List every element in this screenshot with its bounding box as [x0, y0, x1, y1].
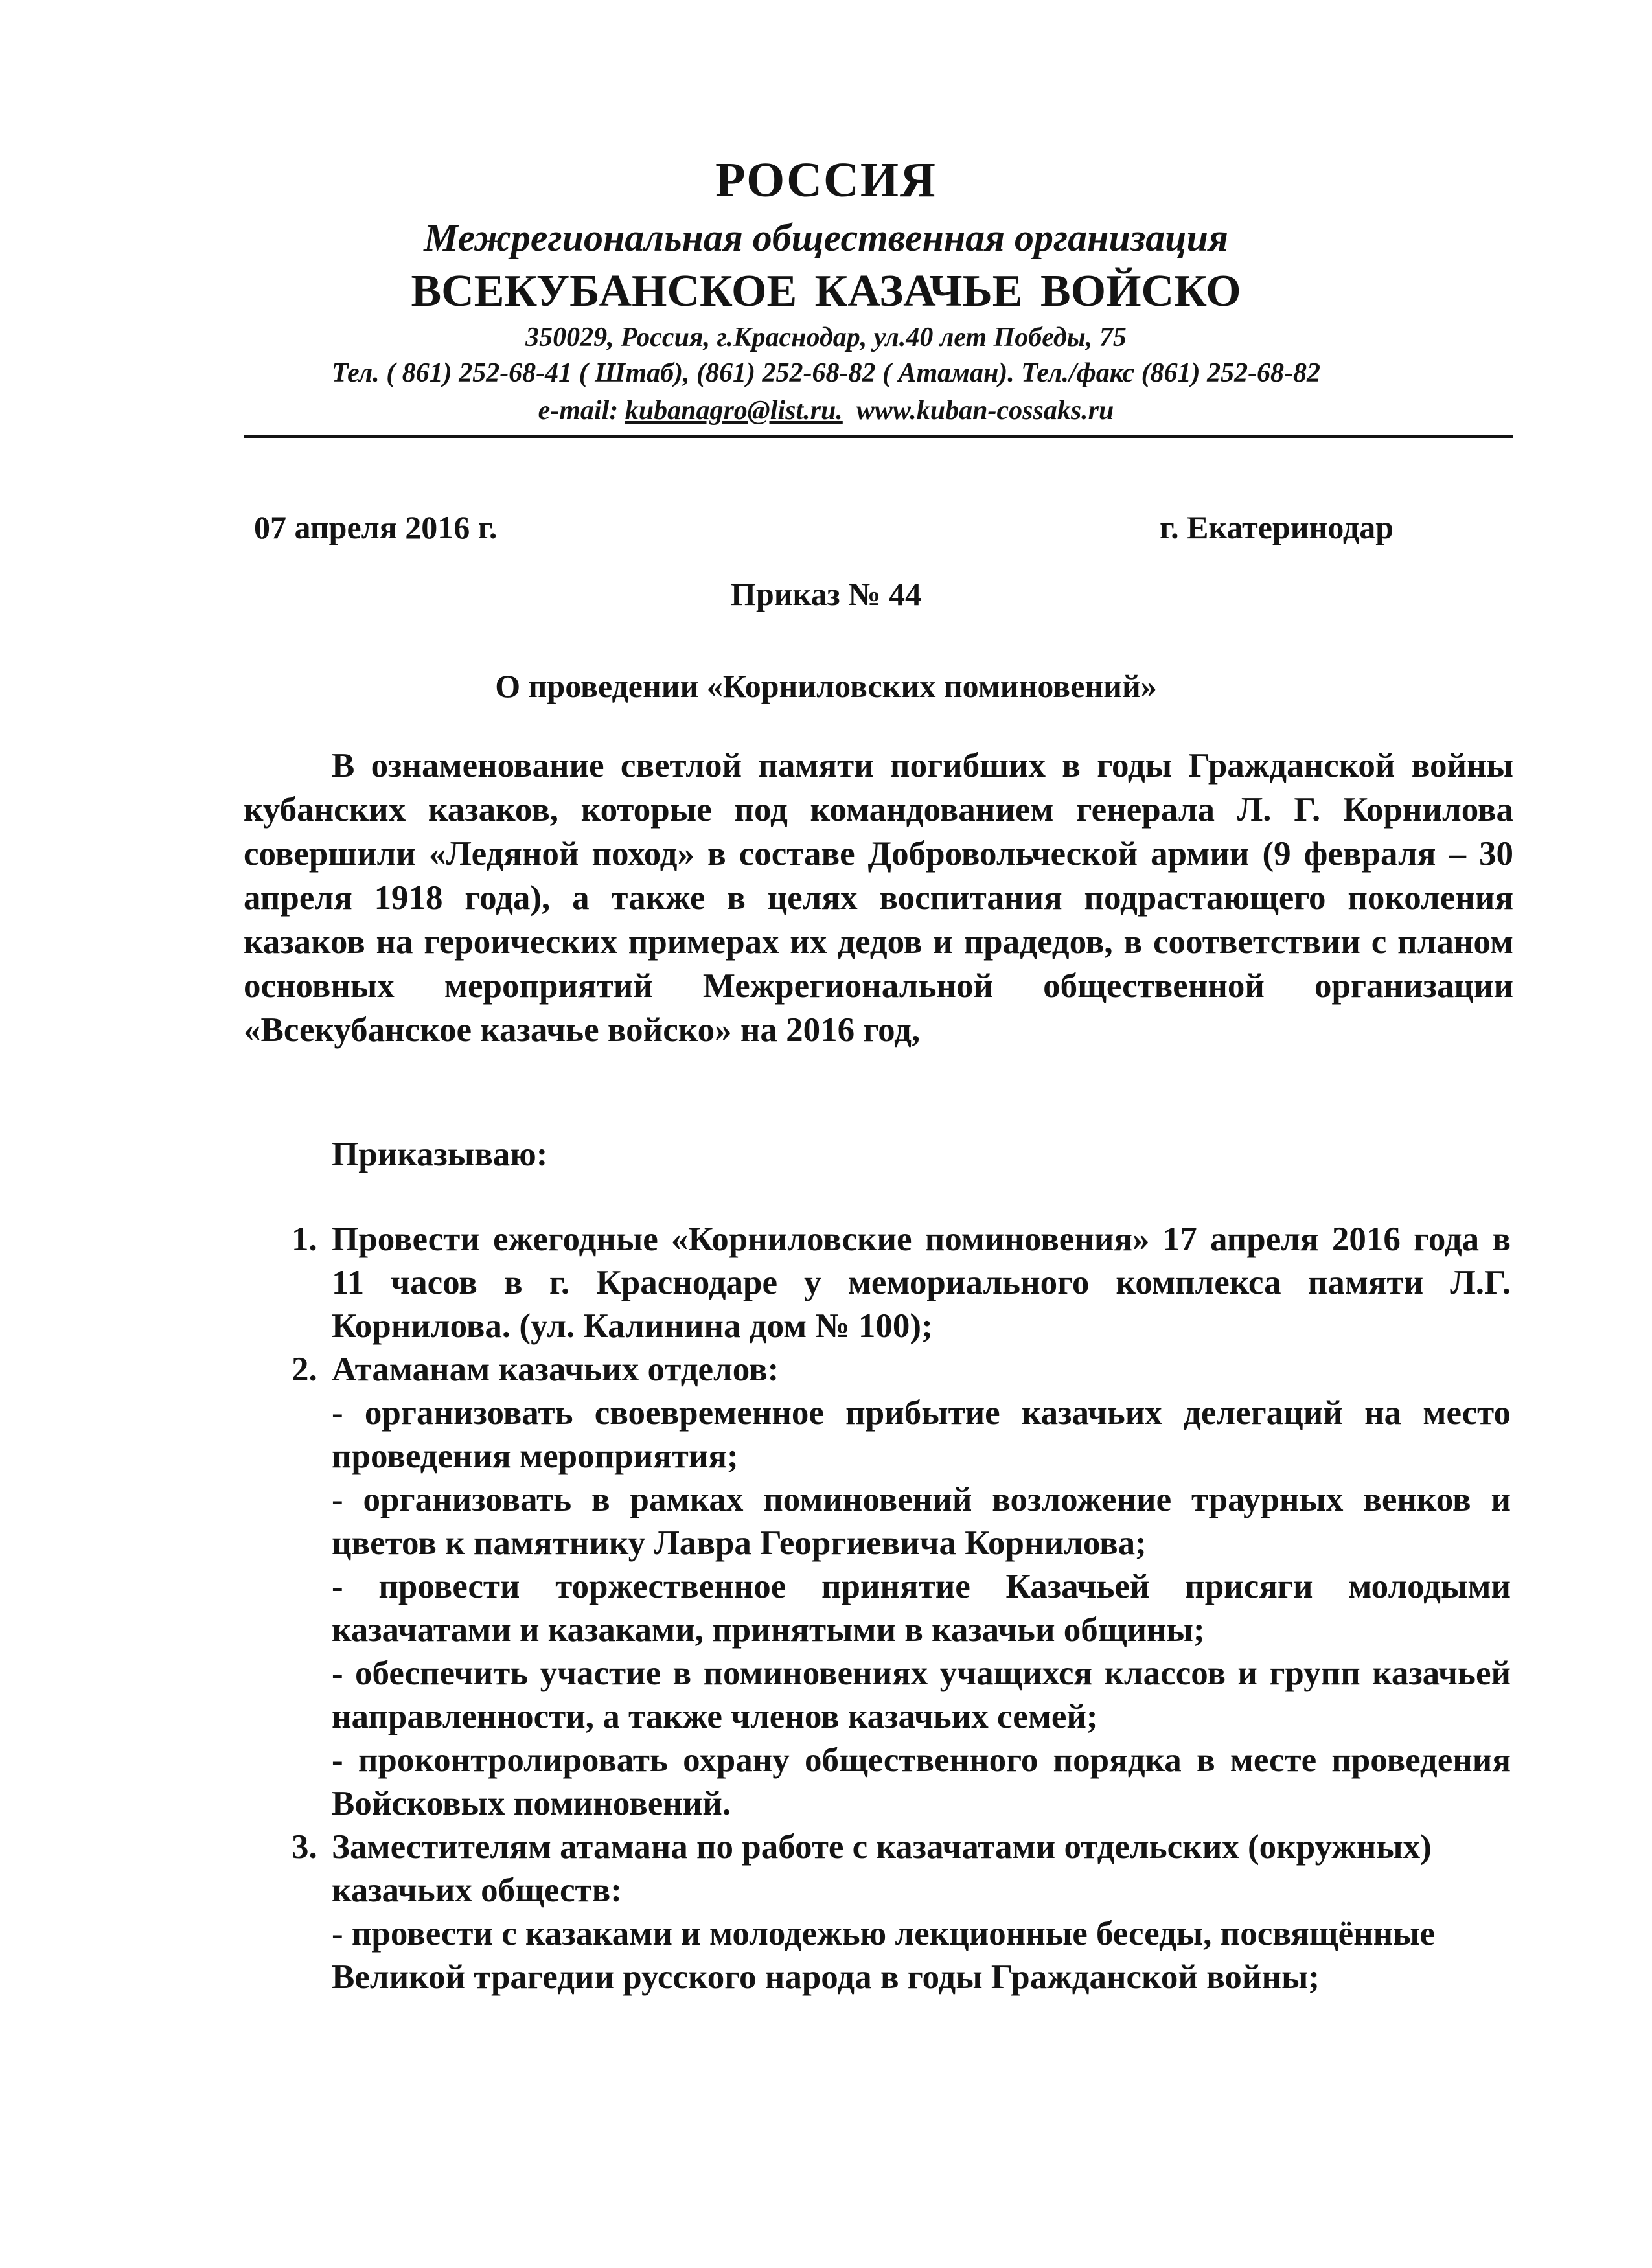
email-label: e-mail:	[538, 396, 625, 426]
order-item	[292, 1348, 1511, 1826]
order-title: Приказ № 44	[731, 576, 921, 612]
order-item	[292, 1218, 1511, 1348]
order-item	[292, 1826, 1511, 1999]
letterhead-phones: Тел. ( 861) 252-68-41 ( Штаб), (861) 252-68-82 ( Атаман). Тел./факс (861) 252-68-82	[331, 358, 1321, 388]
item-text: Провести ежегодные «Корниловские поминовения» 17 апреля 2016 года в 11 часов в г. Краснодаре у мемориального комплекса памяти Л.Г. Корнилова. (ул. Калинина дом № 100);	[332, 1220, 1511, 1345]
decree-heading: Приказываю:	[332, 1136, 548, 1173]
item-text: Заместителям атамана по работе с казачатами отдельских (окружных) казачьих обществ:	[332, 1828, 1432, 1909]
order-items-list	[292, 1218, 1511, 1999]
item-subitem: - проконтролировать охрану общественного порядка в месте проведения Войсковых поминовений.	[332, 1741, 1511, 1822]
item-subitem: - организовать в рамках поминовений возложение траурных венков и цветов к памятнику Лавра Георгиевича Корнилова;	[332, 1481, 1511, 1562]
letterhead-country: РОССИЯ	[715, 153, 937, 207]
item-subitem: - провести торжественное принятие Казачьей присяги молодыми казачатами и казаками, принятыми в казачьи общины;	[332, 1568, 1511, 1649]
item-subitem: - провести с казаками и молодежью лекционные беседы, посвящённые Великой трагедии русского народа в годы Гражданской войны;	[332, 1915, 1436, 1996]
letterhead-address: 350029, Россия, г.Краснодар, ул.40 лет Победы, 75	[525, 323, 1127, 352]
item-subitem: - организовать своевременное прибытие казачьих делегаций на место проведения мероприятия;	[332, 1394, 1511, 1475]
letterhead-org-name: ВСЕКУБАНСКОЕ КАЗАЧЬЕ ВОЙСКО	[411, 266, 1241, 316]
order-subject: О проведении «Корниловских поминовений»	[495, 668, 1157, 704]
item-number: 1.	[292, 1220, 317, 1258]
item-subitem: - обеспечить участие в поминовениях учащихся классов и групп казачьей направленности, а также членов казачьих семей;	[332, 1655, 1511, 1735]
preamble-paragraph: В ознаменование светлой памяти погибших в годы Гражданской войны кубанских казаков, которые под командованием генерала Л. Г. Корнилова совершили «Ледяной поход» в составе Добровольческой армии (9 февраля – 30 апреля 1918 года), а также в целях воспитания подрастающего поколения казаков на героических примерах их дедов и прадедов, в соответствии с планом основных мероприятий Межрегиональной общественной организации «Всекубанское казачье войско» на 2016 год,	[244, 747, 1513, 1049]
item-number: 3.	[292, 1828, 317, 1866]
item-text: Атаманам казачьих отделов:	[332, 1351, 779, 1388]
letterhead-divider	[244, 435, 1513, 438]
order-date: 07 апреля 2016 г.	[254, 509, 498, 545]
email-link[interactable]: kubanagro@list.ru.	[625, 396, 843, 426]
item-number: 2.	[292, 1351, 317, 1388]
website-link[interactable]: www.kuban-cossaks.ru	[856, 396, 1114, 426]
letterhead-org-type: Межрегиональная общественная организация	[424, 216, 1228, 259]
letterhead-contacts	[0, 395, 1652, 426]
order-city: г. Екатеринодар	[1160, 509, 1394, 545]
